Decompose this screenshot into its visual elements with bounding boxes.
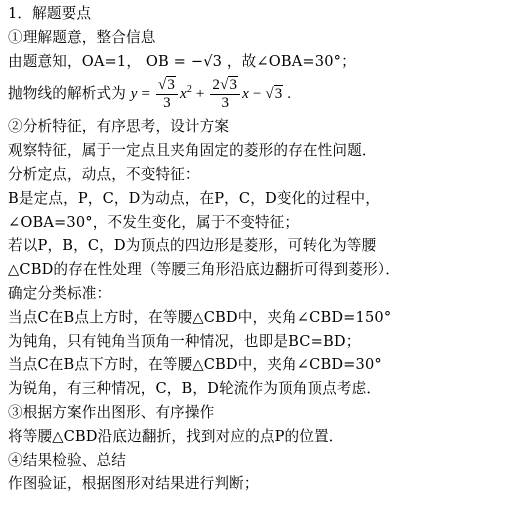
- fixed-moving-points: B是定点，P，C，D为动点，在P，C，D变化的过程中，: [8, 189, 381, 207]
- verification-text: 作图验证，根据图形对结果进行判断；: [8, 475, 259, 493]
- case-above: 当点C在B点上方时，在等腰△CBD中，夹角∠CBD=150°: [8, 308, 392, 326]
- parabola-label: 抛物线的解析式为: [8, 85, 126, 103]
- step-2-heading: ②分析特征，有序思考，设计方案: [8, 118, 230, 136]
- rhombus-condition: 若以P，B，C，D为顶点的四边形是菱形，可转化为等腰: [8, 237, 377, 255]
- step-4-heading: ④结果检验、总结: [8, 451, 126, 469]
- step-3-heading: ③根据方案作出图形、有序操作: [8, 403, 215, 421]
- parabola-equation: y = $\frac{√3}{3}$ $x^2$ + $\frac{2√3}{3}$ x − √3 .: [130, 76, 292, 112]
- case-below: 当点C在B点下方时，在等腰△CBD中，夹角∠CBD=30°: [8, 356, 382, 374]
- case-below-detail: 为锐角，有三种情况，C，B，D轮流作为顶角顶点考虑．: [8, 380, 382, 398]
- analysis-text: 分析定点，动点，不变特征：: [8, 165, 200, 183]
- section-title: 1．解题要点: [8, 5, 92, 22]
- case-above-detail: 为钝角，只有钝角当顶角一种情况，也即是BC=BD；: [8, 332, 361, 350]
- classification-heading: 确定分类标准：: [8, 284, 112, 302]
- given-conditions: 由题意知，OA=1， OB = −√3 ，故∠OBA=30°；: [8, 52, 356, 70]
- invariant-angle: ∠OBA=30°，不发生变化，属于不变特征；: [8, 213, 300, 231]
- step-1-heading: ①理解题意，整合信息: [8, 28, 156, 46]
- fold-instruction: 将等腰△CBD沿底边翻折，找到对应的点P的位置．: [8, 427, 344, 445]
- observation-text: 观察特征，属于一定点且夹角固定的菱形的存在性问题．: [8, 142, 377, 160]
- parabola-line: [8, 73, 517, 115]
- isosceles-conversion: △CBD的存在性处理（等腰三角形沿底边翻折可得到菱形）．: [8, 261, 400, 279]
